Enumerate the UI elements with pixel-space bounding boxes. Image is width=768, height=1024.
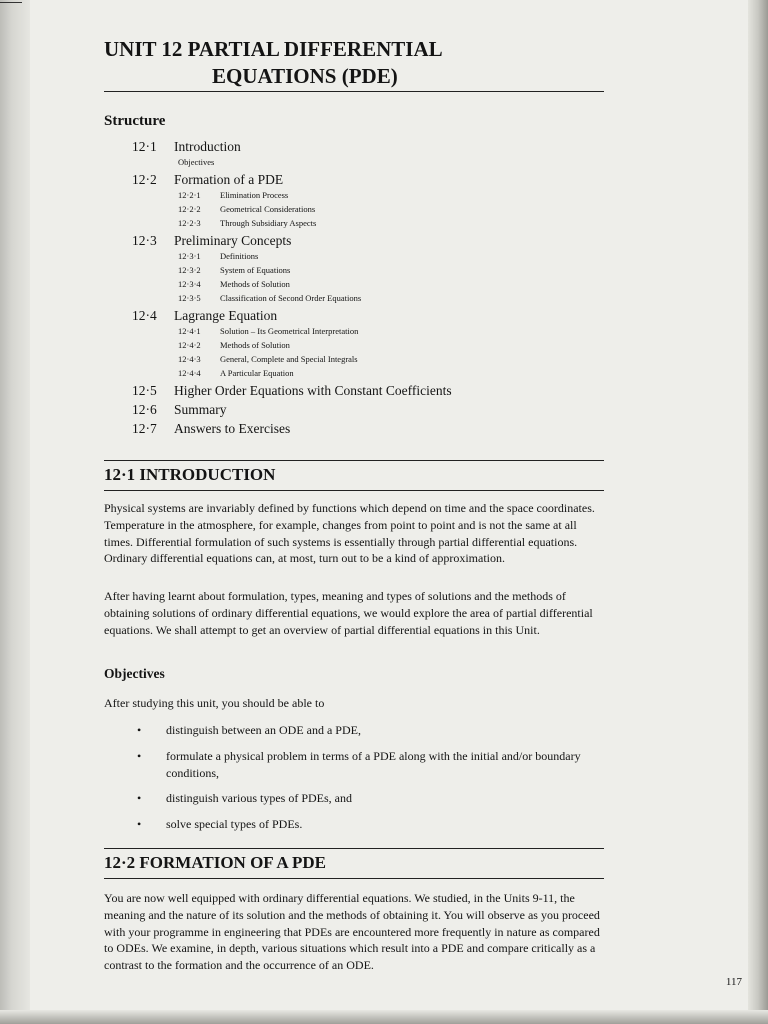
- bullet-icon: •: [137, 723, 142, 737]
- list-item: [104, 748, 604, 782]
- toc-subitem: [104, 216, 604, 230]
- toc-sub-label: System of Equations: [220, 265, 291, 275]
- section-heading-introduction: 12·1 INTRODUCTION: [104, 465, 276, 484]
- toc-subitem: [104, 291, 604, 305]
- toc-subitem: [104, 155, 604, 169]
- toc-subitem: [104, 352, 604, 366]
- toc-number: 12·4: [132, 308, 157, 323]
- structure-toc: [104, 139, 604, 437]
- toc-sub-label: Objectives: [178, 157, 215, 167]
- toc-label: Answers to Exercises: [174, 421, 291, 436]
- unit-title-line2: EQUATIONS (PDE): [212, 64, 398, 88]
- toc-subitem: [104, 249, 604, 263]
- toc-sub-label: Elimination Process: [220, 190, 289, 200]
- toc-sub-label: Classification of Second Order Equations: [220, 293, 362, 303]
- toc-subitem: [104, 338, 604, 352]
- toc-label: Preliminary Concepts: [174, 233, 292, 248]
- section-rule-bottom: [104, 878, 604, 879]
- toc-item-12-5: [104, 383, 604, 399]
- toc-item-12-2: [104, 172, 604, 188]
- bullet-icon: •: [137, 817, 142, 832]
- section-rule-bottom: [104, 490, 604, 491]
- toc-label: Higher Order Equations with Constant Coefficients: [174, 383, 452, 398]
- toc-item-12-1: [104, 139, 604, 155]
- list-item: [104, 722, 604, 739]
- toc-number: 12·5: [132, 383, 157, 398]
- toc-sub-label: Geometrical Considerations: [220, 204, 316, 214]
- scan-bottom-edge: [0, 1010, 768, 1024]
- toc-label: Lagrange Equation: [174, 308, 278, 323]
- scan-right-edge: [748, 0, 768, 1024]
- toc-sub-label: General, Complete and Special Integrals: [220, 354, 358, 364]
- toc-label: Formation of a PDE: [174, 172, 284, 187]
- toc-subitem: [104, 324, 604, 338]
- toc-number: 12·3: [132, 233, 157, 248]
- toc-subitem: [104, 366, 604, 380]
- toc-subitem: [104, 277, 604, 291]
- intro-paragraph-1: Physical systems are invariably defined by functions which depend on time and the space coordinates. Temperature in the atmosphere, for example, changes from point to point and is not the same at all times. Differential formulation of such systems is essentially through partial differential equations. Ordinary differential equations can, at most, turn out to be a kind of approximation.: [104, 501, 595, 566]
- toc-label: Introduction: [174, 139, 241, 154]
- toc-sub-number: 12·3·1: [178, 251, 201, 261]
- title-rule: [104, 91, 604, 92]
- toc-sub-label: Methods of Solution: [220, 340, 290, 350]
- toc-label: Summary: [174, 402, 227, 417]
- structure-heading: Structure: [104, 113, 166, 129]
- unit-title: [104, 36, 604, 90]
- intro-paragraph-2: After having learnt about formulation, types, meaning and types of solutions and the methods of obtaining solutions of ordinary differential equations, we would explore the area of partial differential equations. We shall attempt to get an overview of partial differential equations in this Unit.: [104, 589, 593, 637]
- toc-item-12-7: [104, 421, 604, 437]
- toc-sub-number: 12·2·2: [178, 204, 201, 214]
- toc-item-12-6: [104, 402, 604, 418]
- bullet-text: distinguish between an ODE and a PDE,: [166, 723, 361, 737]
- toc-item-12-4: [104, 308, 604, 324]
- toc-sub-number: 12·4·2: [178, 340, 201, 350]
- toc-item-12-3: [104, 233, 604, 249]
- toc-sub-number: 12·2·1: [178, 190, 201, 200]
- toc-sub-label: A Particular Equation: [220, 368, 294, 378]
- page-number: 117: [725, 976, 742, 988]
- list-item: [104, 790, 604, 807]
- toc-sub-label: Solution – Its Geometrical Interpretation: [220, 326, 359, 336]
- toc-sub-number: 12·4·4: [178, 368, 201, 378]
- scan-corner-mark: [0, 2, 22, 3]
- bullet-text: distinguish various types of PDEs, and: [166, 791, 352, 806]
- toc-number: 12·7: [132, 421, 157, 436]
- toc-subitem: [104, 202, 604, 216]
- toc-subitem: [104, 188, 604, 202]
- scan-left-edge: [0, 0, 30, 1024]
- toc-number: 12·6: [132, 402, 157, 417]
- section-heading-formation: 12·2 FORMATION OF A PDE: [104, 853, 326, 872]
- toc-sub-number: 12·4·1: [178, 326, 201, 336]
- objectives-list: [104, 722, 604, 833]
- section-rule-top: [104, 848, 604, 849]
- toc-subitem: [104, 263, 604, 277]
- toc-sub-label: Through Subsidiary Aspects: [220, 218, 317, 228]
- toc-sub-label: Definitions: [220, 251, 259, 261]
- toc-number: 12·2: [132, 172, 157, 187]
- bullet-text: solve special types of PDEs.: [166, 817, 303, 832]
- bullet-text: formulate a physical problem in terms of a PDE along with the initial and/or boundary conditions,: [166, 748, 581, 780]
- bullet-icon: •: [137, 791, 142, 806]
- toc-sub-number: 12·3·4: [178, 279, 201, 289]
- objectives-lead: After studying this unit, you should be able to: [104, 696, 325, 710]
- toc-sub-number: 12·3·5: [178, 293, 201, 303]
- toc-sub-number: 12·4·3: [178, 354, 201, 364]
- toc-sub-number: 12·2·3: [178, 218, 201, 228]
- toc-sub-label: Methods of Solution: [220, 279, 290, 289]
- unit-title-line1: UNIT 12 PARTIAL DIFFERENTIAL: [104, 37, 443, 61]
- formation-paragraph-1: You are now well equipped with ordinary differential equations. We studied, in the Units 9-11, the meaning and the nature of its solution and the methods of obtaining it. You will observe as you proceed with your programme in engineering that PDEs are encountered more frequently in nature as compared to ODEs. We examine, in depth, various situations which result into a PDE and compare critically as a contrast to the formation and the occurrence of an ODE.: [104, 891, 600, 973]
- list-item: [104, 816, 604, 833]
- toc-sub-number: 12·3·2: [178, 265, 201, 275]
- toc-number: 12·1: [132, 139, 157, 154]
- objectives-heading: Objectives: [104, 666, 165, 681]
- section-rule-top: [104, 460, 604, 461]
- bullet-icon: •: [137, 748, 142, 763]
